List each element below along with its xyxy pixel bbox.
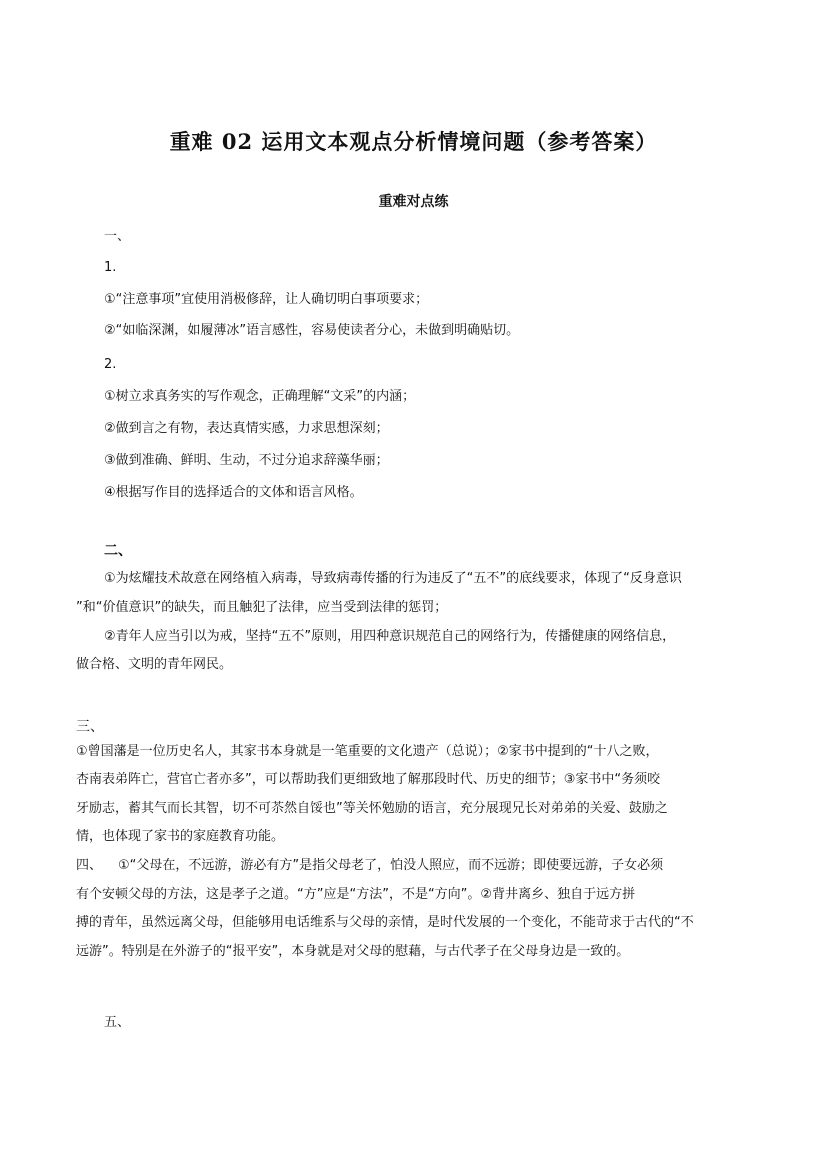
section-4-heading: 四、 <box>76 858 103 873</box>
answer-line: ④根据写作目的选择适合的文体和语言风格。 <box>104 485 363 500</box>
answer-line: ①“注意事项”宜使用消极修辞，让人确切明白事项要求； <box>104 292 429 307</box>
answer-line: ②做到言之有物，表达真情实感，力求思想深刻； <box>104 421 389 436</box>
answer-line: 情，也体现了家书的家庭教育功能。 <box>76 829 285 844</box>
answer-line: 远游”。特别是在外游子的“报平安”，本身就是对父母的慰藉，与古代孝子在父母身边是一致的。 <box>76 944 630 959</box>
question-2-label: 2. <box>104 357 117 372</box>
answer-line: ①为炫耀技术故意在网络植入病毒，导致病毒传播的行为违反了“五不”的底线要求，体现了“反身意识 <box>104 571 682 586</box>
page-subtitle: 重难对点练 <box>378 194 449 210</box>
answer-line: ②“如临深渊，如履薄冰”语言感性，容易使读者分心，未做到明确贴切。 <box>104 323 520 338</box>
answer-line: ③做到准确、鲜明、生动，不过分追求辞藻华丽； <box>104 453 389 468</box>
answer-line: 搏的青年，虽然远离父母，但能够用电话维系与父母的亲情，是时代发展的一个变化，不能苛求于古代的“不 <box>76 915 694 930</box>
answer-line: ①树立求真务实的写作观念，正确理解“文采”的内涵； <box>104 389 416 404</box>
section-3-heading: 三、 <box>76 719 104 735</box>
section-1-heading: 一、 <box>104 229 131 244</box>
answer-line: ①“父母在，不远游，游必有方”是指父母老了，怕没人照应，而不远游；即使要远游，子女必须 <box>118 858 664 873</box>
section-2-heading: 二、 <box>104 543 132 559</box>
answer-line: ”和“价值意识”的缺失，而且触犯了法律，应当受到法律的惩罚； <box>76 600 448 615</box>
answer-line: 做合格、文明的青年网民。 <box>76 657 233 672</box>
question-1-label: 1. <box>104 260 117 275</box>
answer-line: 有个安顿父母的方法，这是孝子之道。“方”应是“方法”，不是“方向”。②背井离乡、独自于远方拼 <box>76 887 636 902</box>
section-5-heading: 五、 <box>104 1015 131 1030</box>
answer-line: 杏南表弟阵亡，营官亡者亦多”，可以帮助我们更细致地了解那段时代、历史的细节；③家书中“务须咬 <box>76 772 661 787</box>
answer-line: ②青年人应当引以为戒，坚持“五不”原则，用四种意识规范自己的网络行为，传播健康的网络信息， <box>104 629 676 644</box>
answer-line: 牙励志，蓄其气而长其智，切不可苶然自馁也”等关怀勉励的语言，充分展现兄长对弟弟的关爱、鼓励之 <box>76 801 668 816</box>
page-title: 重难 02 运用文本观点分析情境问题（参考答案） <box>169 129 658 154</box>
answer-line: ①曾国藩是一位历史名人，其家书本身就是一笔重要的文化遗产（总说）；②家书中提到的“十八之败， <box>76 744 659 759</box>
